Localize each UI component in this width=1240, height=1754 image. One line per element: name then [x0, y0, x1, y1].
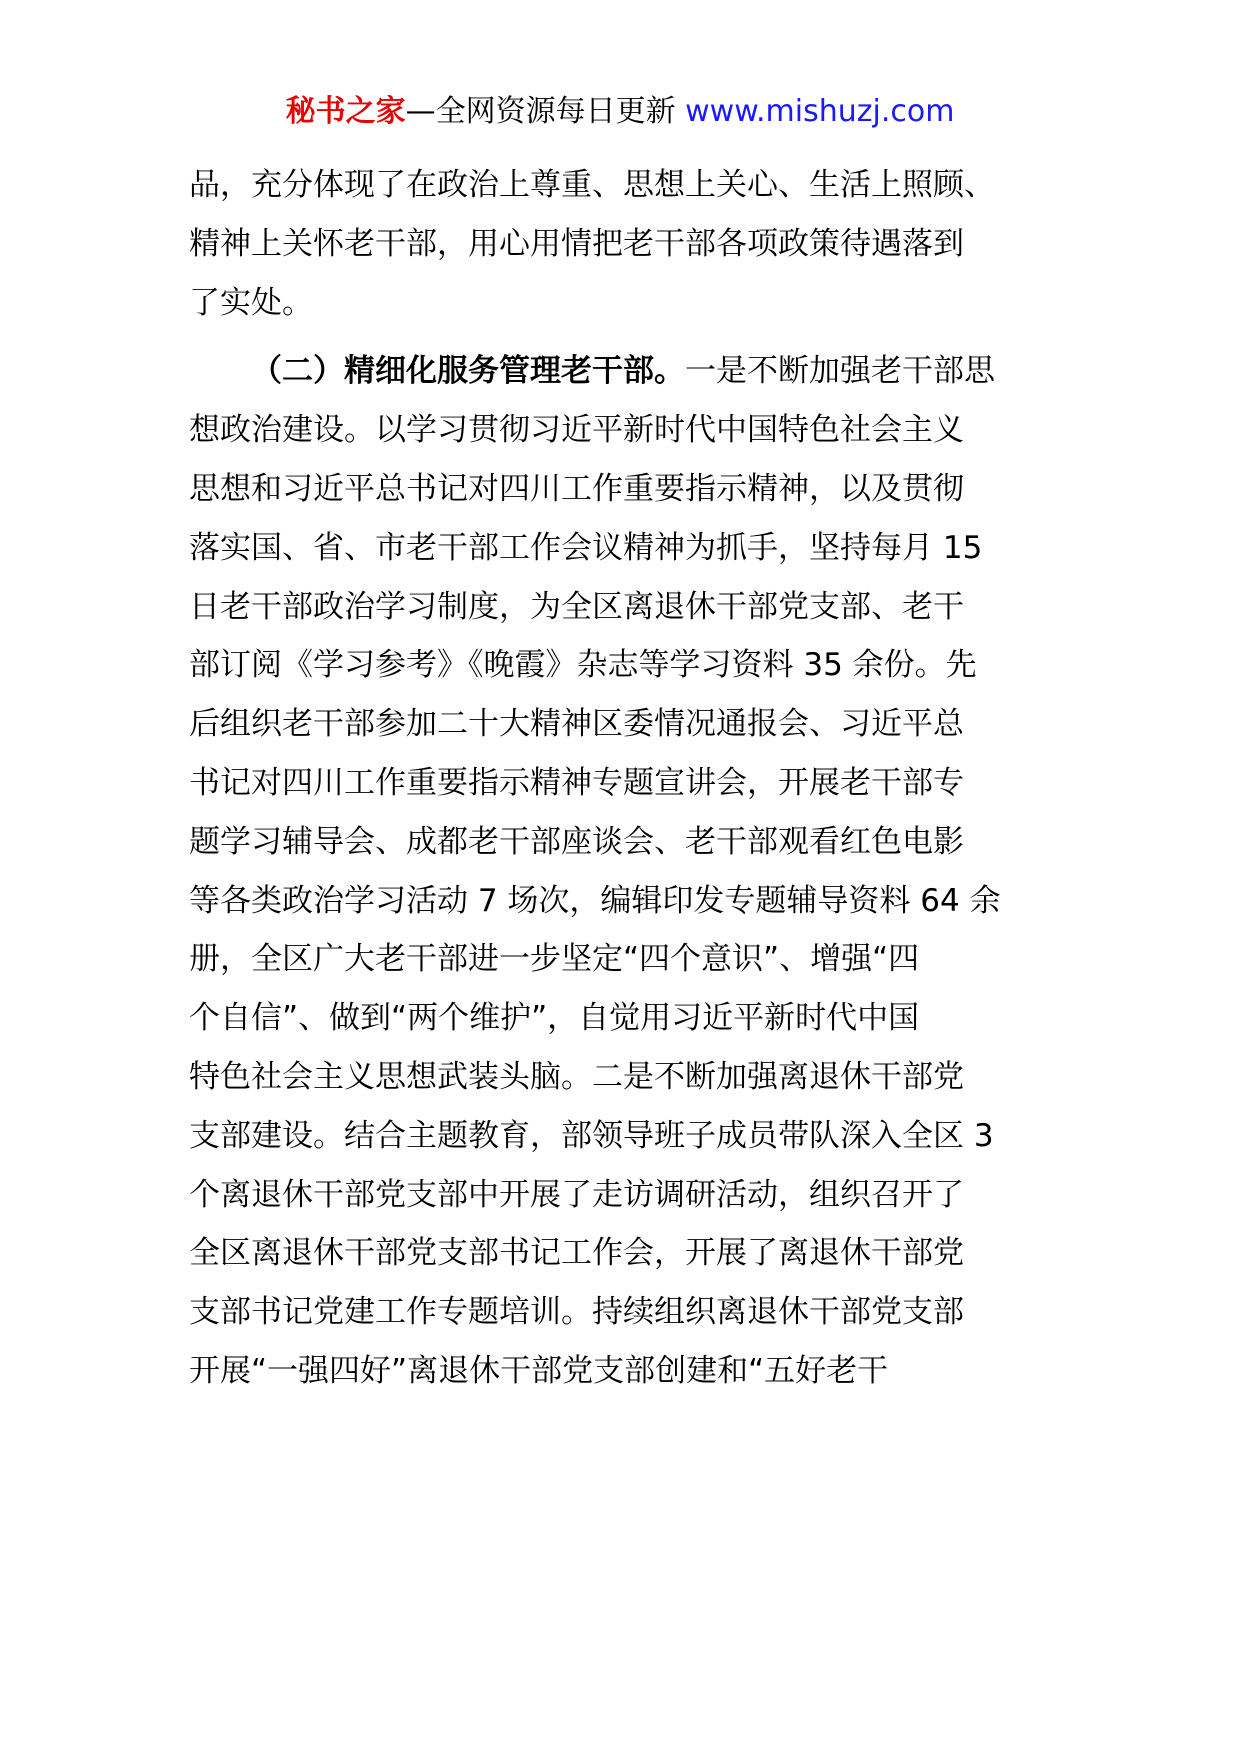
heading-line-rest: 一是不断加强老干部思	[685, 353, 995, 390]
document-body	[189, 156, 1069, 1401]
header-tagline: —全网资源每日更新	[405, 94, 686, 129]
text-line: 品，充分体现了在政治上尊重、思想上关心、生活上照顾、	[189, 167, 995, 203]
text-line: 日老干部政治学习制度，为全区离退休干部党支部、老干	[189, 588, 964, 625]
page-header	[0, 92, 1240, 132]
text-line: 书记对四川工作重要指示精神专题宣讲会，开展老干部专	[189, 764, 964, 801]
text-line: 支部书记党建工作专题培训。持续组织离退休干部党支部	[189, 1294, 964, 1331]
text-line: 全区离退休干部党支部书记工作会，开展了离退休干部党	[189, 1235, 964, 1272]
text-line: 开展“一强四好”离退休干部党支部创建和“五好老干	[189, 1352, 889, 1389]
paragraph-1	[189, 156, 1069, 332]
text-line: 个自信”、做到“两个维护”，自觉用习近平新时代中国	[189, 1000, 920, 1037]
text-line: 部订阅《学习参考》《晚霞》杂志等学习资料 35 余份。先	[189, 647, 977, 684]
text-line	[189, 342, 1069, 401]
text-line: 后组织老干部参加二十大精神区委情况通报会、习近平总	[189, 706, 964, 743]
header-url-link[interactable]: www.mishuzj.com	[685, 94, 955, 129]
text-line: 册，全区广大老干部进一步坚定“四个意识”、增强“四	[189, 941, 920, 978]
text-line: 题学习辅导会、成都老干部座谈会、老干部观看红色电影	[189, 823, 964, 860]
text-line: 支部建设。结合主题教育，部领导班子成员带队深入全区 3	[189, 1117, 994, 1154]
text-line: 思想和习近平总书记对四川工作重要指示精神，以及贯彻	[189, 470, 964, 507]
text-line: 个离退休干部党支部中开展了走访调研活动，组织召开了	[189, 1176, 964, 1213]
text-line: 了实处。	[189, 284, 313, 321]
section-heading: （二）精细化服务管理老干部。	[251, 353, 685, 390]
paragraph-2	[189, 342, 1069, 1400]
header-brand: 秘书之家	[285, 94, 406, 129]
text-line: 等各类政治学习活动 7 场次，编辑印发专题辅导资料 64 余	[189, 882, 1001, 919]
text-line: 精神上关怀老干部，用心用情把老干部各项政策待遇落到	[189, 225, 964, 262]
text-line: 想政治建设。以学习贯彻习近平新时代中国特色社会主义	[189, 412, 964, 449]
text-line: 特色社会主义思想武装头脑。二是不断加强离退休干部党	[189, 1058, 964, 1095]
text-line: 落实国、省、市老干部工作会议精神为抓手，坚持每月 15	[189, 529, 983, 566]
